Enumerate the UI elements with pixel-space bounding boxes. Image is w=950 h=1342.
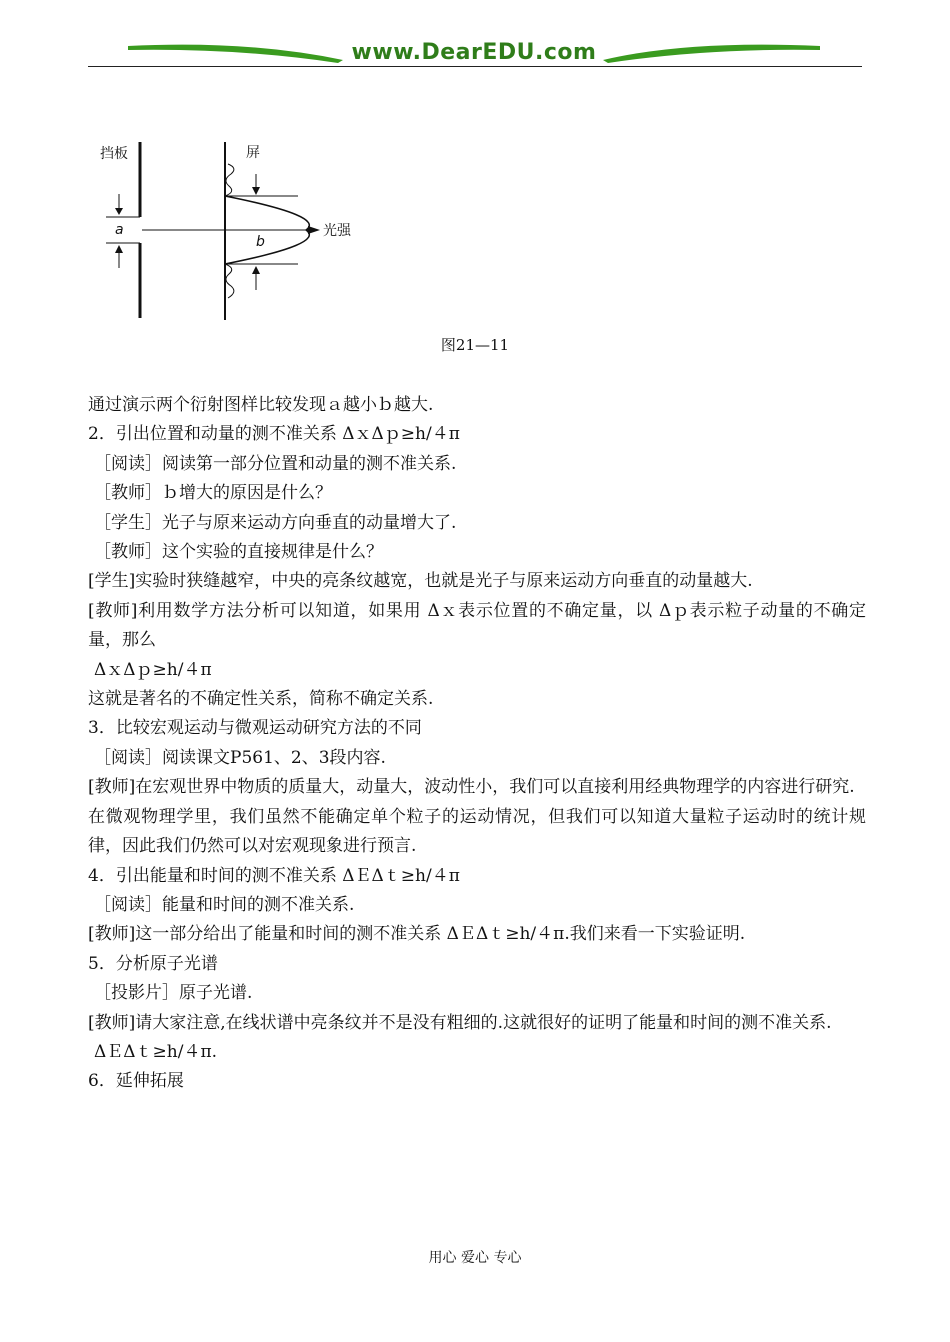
arrow-head-icon (252, 266, 260, 274)
paragraph: ［阅读］阅读第一部分位置和动量的测不准关系. (94, 453, 457, 474)
formula: ΔｘΔｐ≥h/４π (94, 659, 212, 680)
site-logo (128, 36, 820, 70)
paragraph: ［学生］光子与原来运动方向垂直的动量增大了. (94, 512, 457, 533)
axis-arrow-icon (308, 226, 320, 234)
arrow-head-icon (252, 187, 260, 195)
diffraction-figure (96, 138, 368, 328)
paragraph: [教师]这一部分给出了能量和时间的测不准关系 ΔＥΔｔ≥h/４π.我们来看一下实验证明. (88, 924, 746, 945)
lesson-text (88, 391, 866, 1097)
formula: ΔＥΔｔ≥h/４π. (94, 1041, 218, 1062)
paragraph: ［教师］ｂ增大的原因是什么？ (94, 483, 332, 504)
arrow-head-icon (115, 245, 123, 253)
arrow-head-icon (115, 208, 123, 215)
section-heading: 2．引出位置和动量的测不准关系 ΔｘΔｐ≥h/４π (88, 424, 460, 445)
section-heading: 4．引出能量和时间的测不准关系 ΔＥΔｔ≥h/４π (88, 865, 460, 886)
figure-caption: 图21—11 (440, 336, 510, 354)
label-baffle: 挡板 (100, 146, 128, 162)
paragraph: [学生]实验时狭缝越窄，中央的亮条纹越宽，也就是光子与原来运动方向垂直的动量越大. (88, 571, 753, 592)
paragraph: ［教师］这个实验的直接规律是什么？ (94, 542, 383, 563)
label-intensity: 光强 (323, 223, 351, 239)
section-heading: 6．延伸拓展 (88, 1071, 184, 1092)
side-fringes-bottom (225, 264, 234, 298)
paragraph: ［投影片］原子光谱. (94, 983, 253, 1004)
paragraph: ［阅读］能量和时间的测不准关系. (94, 894, 355, 915)
header-divider (88, 66, 862, 67)
section-heading: 5．分析原子光谱 (88, 953, 218, 974)
site-url: www.DearEDU.com (351, 40, 597, 65)
paragraph: 通过演示两个衍射图样比较发现ａ越小ｂ越大. (88, 395, 434, 415)
paragraph: ［阅读］阅读课文P561、2、3段内容. (94, 747, 386, 768)
section-heading: 3．比较宏观运动与微观运动研究方法的不同 (88, 718, 422, 739)
label-a: a (115, 222, 124, 238)
paragraph: [教师]利用数学方法分析可以知道，如果用 Δｘ表示位置的不确定量，以 Δｐ表示粒子动量的不确定量，那么 (88, 600, 866, 651)
paragraph: [教师]请大家注意,在线状谱中亮条纹并不是没有粗细的.这就很好的证明了能量和时间的测不准关系. (88, 1012, 832, 1033)
paragraph: [教师]在宏观世界中物质的质量大，动量大，波动性小，我们可以直接利用经典物理学的内容进行研究. (88, 777, 855, 798)
page-footer: 用心 爱心 专心 (428, 1250, 522, 1266)
label-screen: 屏 (246, 145, 260, 161)
paragraph: 这就是著名的不确定性关系，简称不确定关系. (88, 689, 434, 710)
side-fringes-top (225, 164, 234, 196)
label-b: b (256, 234, 265, 250)
paragraph: 在微观物理学里，我们虽然不能确定单个粒子的运动情况，但我们可以知道大量粒子运动时的统计规律，因此我们仍然可以对宏观现象进行预言. (88, 806, 866, 857)
